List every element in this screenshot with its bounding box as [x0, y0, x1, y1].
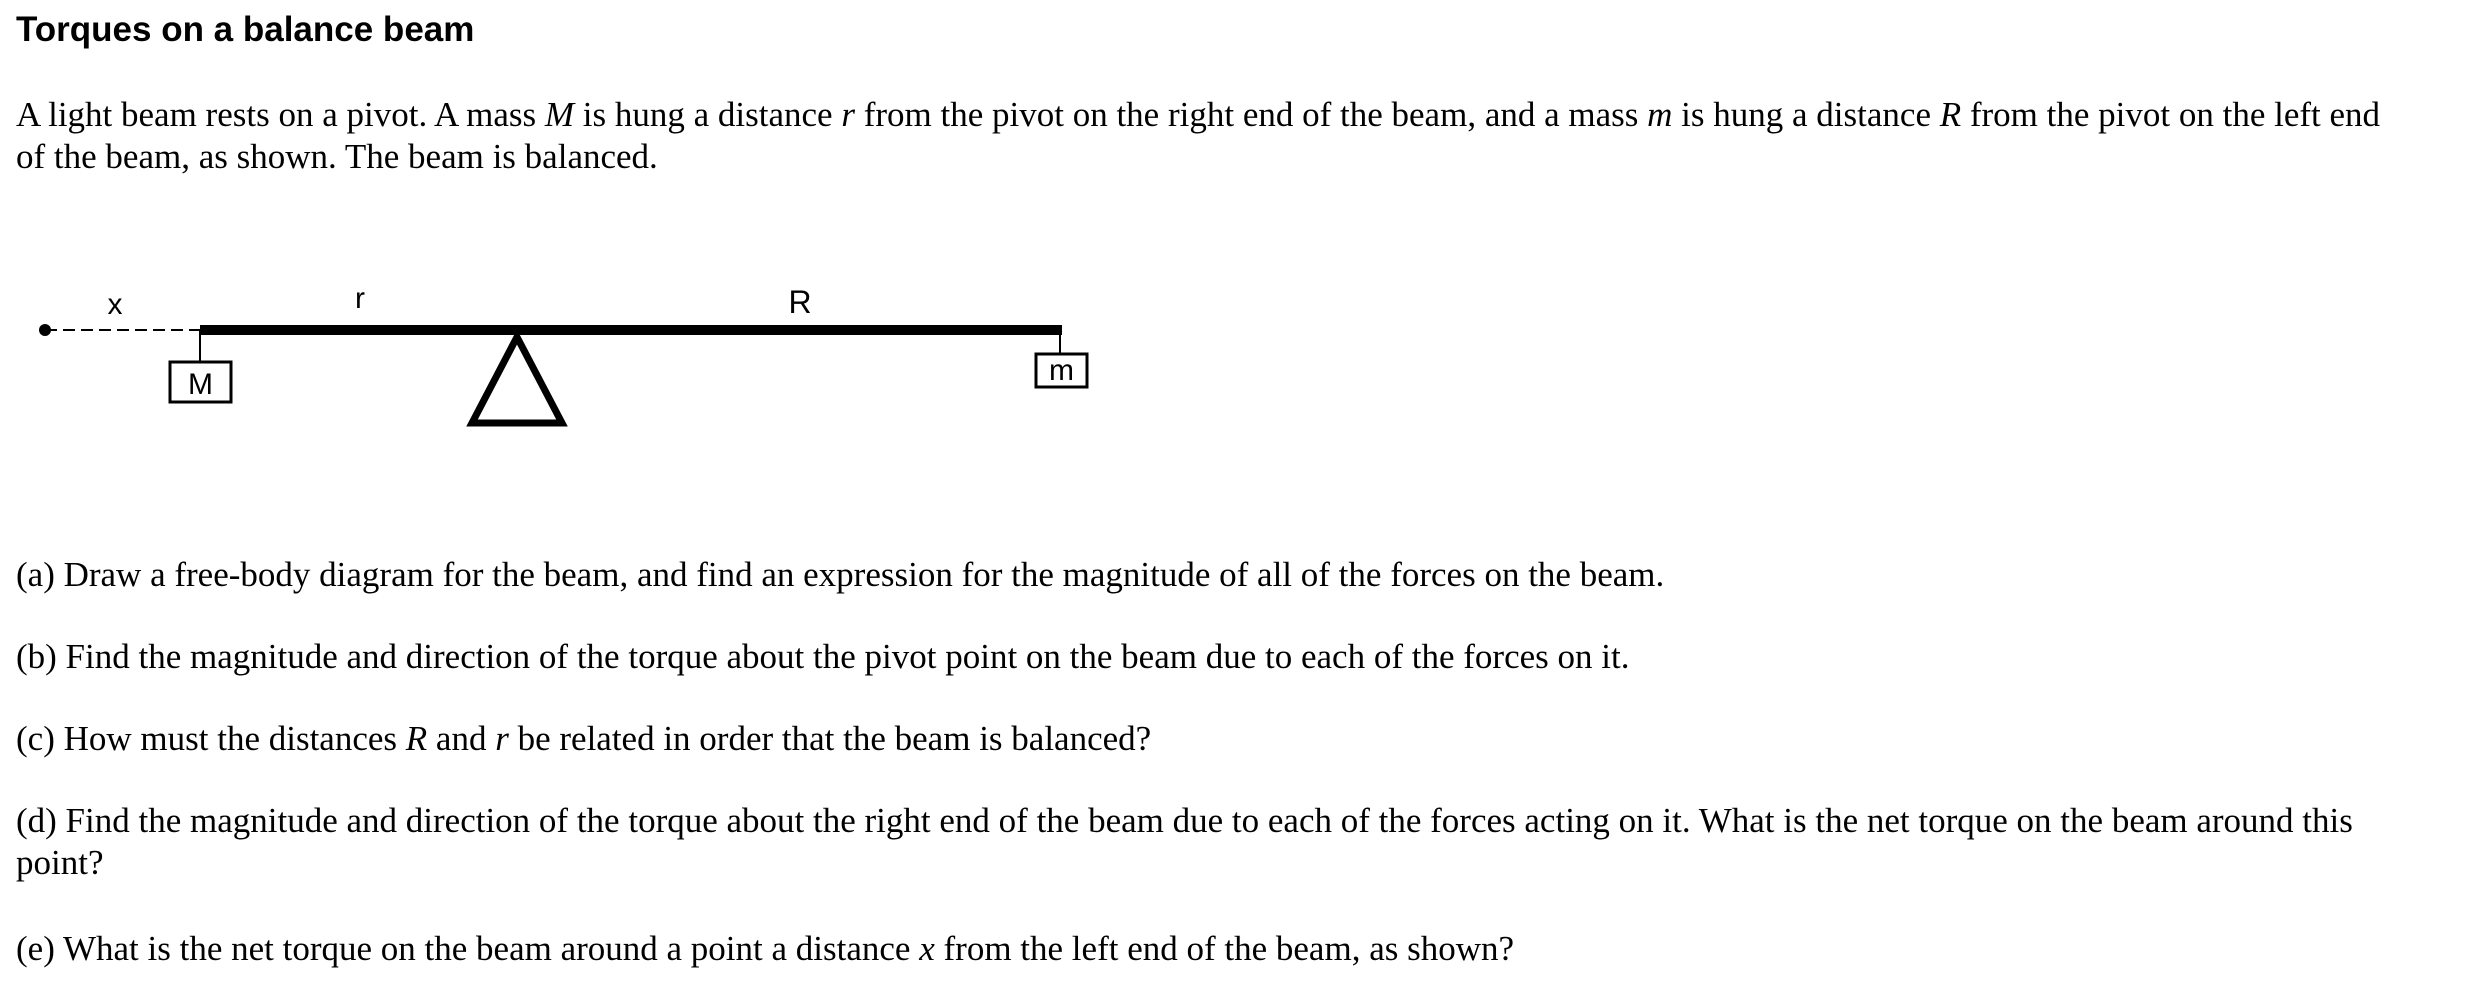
- question-e-symbol-x: x: [919, 929, 935, 968]
- symbol-M: M: [544, 95, 575, 134]
- symbol-m: m: [1647, 95, 1673, 134]
- question-c-text-1: (c) How must the distances: [16, 719, 406, 758]
- intro-text-2: is hung a distance: [574, 95, 842, 134]
- intro-paragraph: [16, 94, 2380, 178]
- question-a: (a) Draw a free-body diagram for the beam, and find an expression for the magnitude of all of the forces on the beam.: [16, 555, 1665, 594]
- question-e: [16, 928, 1514, 970]
- question-c-symbol-r: r: [495, 719, 509, 758]
- intro-text-1: A light beam rests on a pivot. A mass: [16, 95, 545, 134]
- symbol-r: r: [841, 95, 855, 134]
- question-d: [16, 800, 2353, 884]
- question-e-text-1: (e) What is the net torque on the beam around a point a distance: [16, 929, 920, 968]
- question-c-text-2: and: [427, 719, 496, 758]
- question-d-line2: point?: [16, 843, 104, 882]
- intro-text-4: is hung a distance: [1672, 95, 1940, 134]
- mass-M-label: M: [188, 368, 213, 401]
- symbol-R: R: [1939, 95, 1962, 134]
- intro-text-3: from the pivot on the right end of the beam, and a mass: [854, 95, 1648, 134]
- label-r: r: [355, 282, 365, 315]
- label-x: x: [107, 288, 123, 321]
- question-c-text-3: be related in order that the beam is balanced?: [508, 719, 1152, 758]
- page-title: Torques on a balance beam: [16, 10, 475, 49]
- question-c-symbol-R: R: [405, 719, 428, 758]
- question-d-line1: (d) Find the magnitude and direction of the torque about the right end of the beam due to each of the forces acting on it. What is the net torque on the beam around this: [16, 801, 2353, 840]
- balance-beam-diagram: [0, 260, 1120, 440]
- label-R: R: [788, 284, 812, 320]
- mass-m-label: m: [1049, 354, 1074, 387]
- question-e-text-2: from the left end of the beam, as shown?: [934, 929, 1515, 968]
- pivot: [472, 337, 562, 423]
- intro-text-line2: of the beam, as shown. The beam is balanced.: [16, 137, 658, 176]
- beam: [200, 325, 1062, 335]
- question-b: (b) Find the magnitude and direction of the torque about the pivot point on the beam due to each of the forces on it.: [16, 637, 1630, 676]
- question-c: [16, 718, 1151, 760]
- intro-text-5: from the pivot on the left end: [1961, 95, 2381, 134]
